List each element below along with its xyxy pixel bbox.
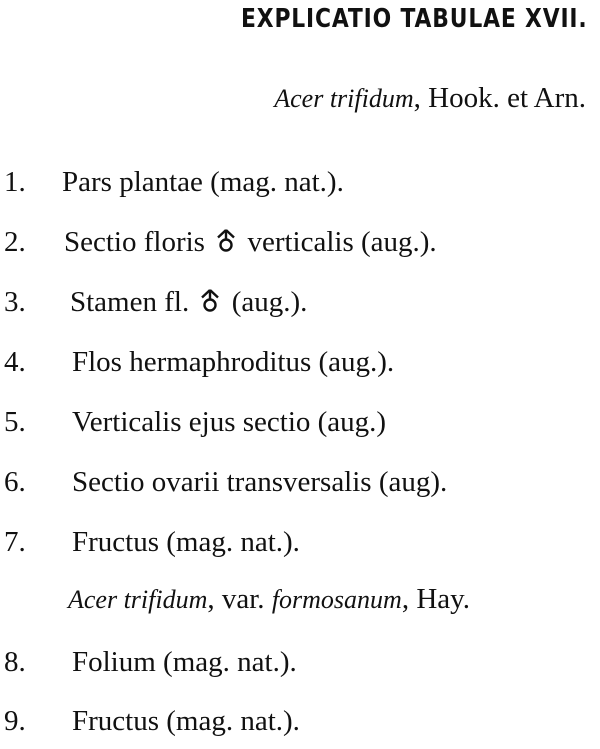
item-number: 2. bbox=[4, 226, 26, 258]
variety-name: formosanum bbox=[271, 585, 402, 614]
item-number: 8. bbox=[4, 646, 26, 678]
item-number: 5. bbox=[4, 406, 26, 438]
item-text: Sectio ovarii transversalis (aug). bbox=[72, 466, 448, 498]
species-heading bbox=[274, 82, 586, 115]
list-item bbox=[4, 342, 394, 382]
variety-label: , var. bbox=[207, 583, 272, 615]
species-name: Acer trifidum bbox=[68, 585, 208, 614]
item-text: Pars plantae (mag. nat.). bbox=[62, 166, 344, 198]
page-title: EXPLICATIO TABULAE XVII. bbox=[241, 4, 588, 34]
item-number: 6. bbox=[4, 466, 26, 498]
hermaphrodite-symbol-icon bbox=[215, 228, 237, 254]
item-text bbox=[70, 282, 307, 322]
item-text: Fructus (mag. nat.). bbox=[72, 526, 300, 558]
item-number: 9. bbox=[4, 705, 26, 737]
item-number: 4. bbox=[4, 346, 26, 378]
item-text-before: Sectio floris bbox=[64, 226, 205, 258]
species-name: Acer trifidum bbox=[274, 84, 414, 113]
item-number: 7. bbox=[4, 526, 26, 558]
item-text-before: Stamen fl. bbox=[70, 286, 190, 318]
list-item bbox=[4, 402, 386, 442]
item-text: Fructus (mag. nat.). bbox=[72, 705, 300, 737]
hermaphrodite-symbol-icon bbox=[199, 288, 221, 314]
list-item bbox=[4, 222, 437, 262]
item-text bbox=[64, 222, 437, 262]
item-text: Flos hermaphroditus (aug.). bbox=[72, 346, 395, 378]
list-item bbox=[4, 162, 344, 202]
species-author: , Hook. et Arn. bbox=[413, 82, 586, 114]
list-item bbox=[4, 642, 297, 682]
list-item bbox=[4, 462, 447, 502]
item-text: Verticalis ejus sectio (aug.) bbox=[72, 406, 387, 438]
item-text: Folium (mag. nat.). bbox=[72, 646, 297, 678]
list-item bbox=[4, 522, 300, 562]
item-number: 1. bbox=[4, 166, 26, 198]
variety-heading bbox=[68, 583, 470, 616]
list-item bbox=[4, 282, 307, 322]
item-text-after: (aug.). bbox=[231, 286, 308, 318]
variety-author: , Hay. bbox=[401, 583, 471, 615]
item-text-after: verticalis (aug.). bbox=[247, 226, 437, 258]
item-number: 3. bbox=[4, 286, 26, 318]
list-item bbox=[4, 701, 300, 741]
